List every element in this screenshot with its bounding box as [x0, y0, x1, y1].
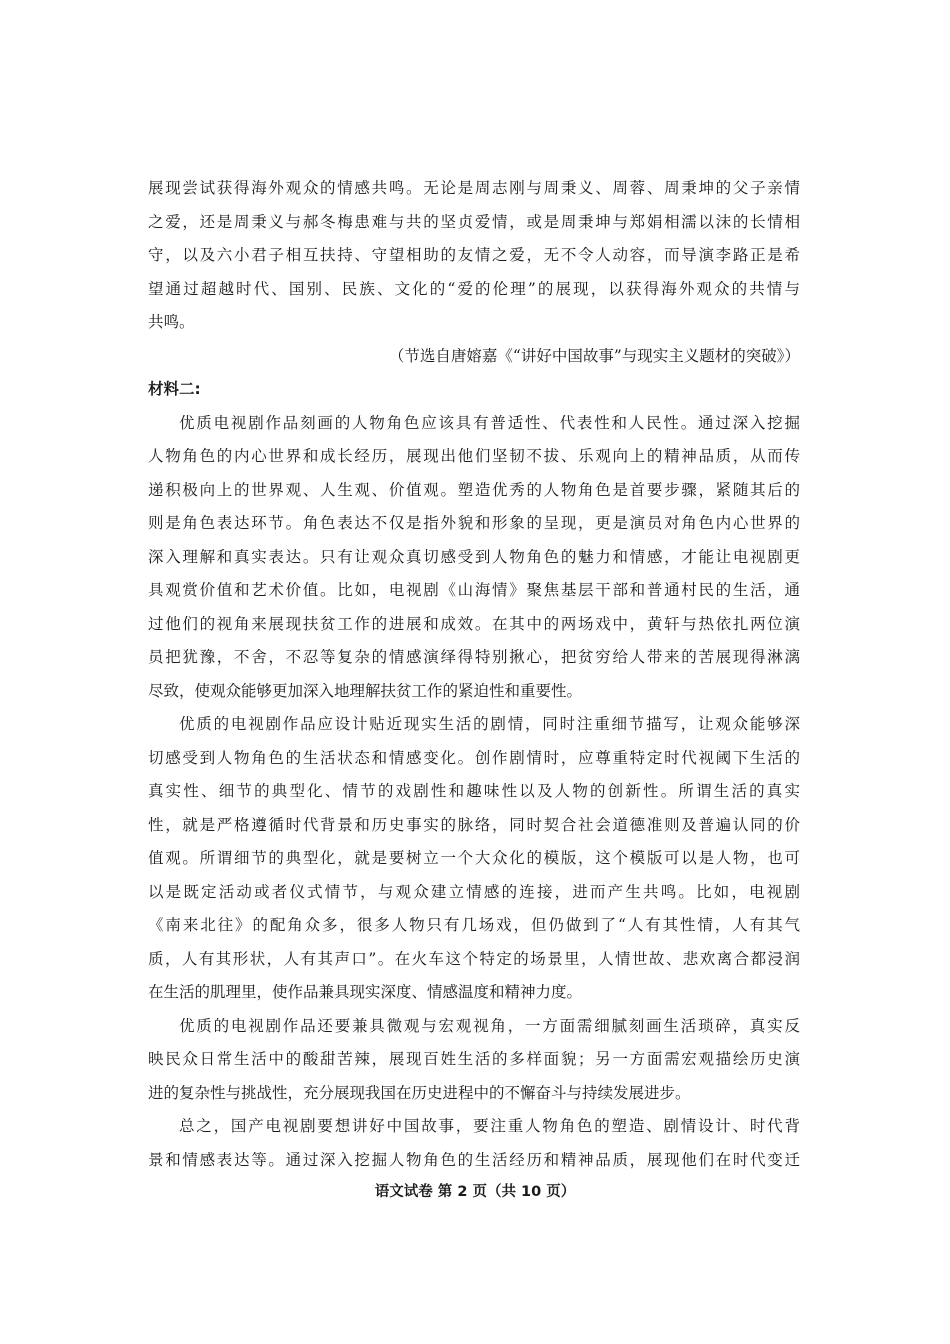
text-line: 《南来北往》的配角众多，很多人物只有几场戏，但仍做到了“人有其性情，人有其气 [148, 916, 800, 934]
text-line: 守，以及六小君子相互扶持、守望相助的友情之爱，无不令人动容，而导演李路正是希 [148, 246, 800, 264]
text-line: 值观。所谓细节的典型化，就是要树立一个大众化的模版，这个模版可以是人物，也可 [148, 849, 800, 867]
text-line: 过他们的视角来展现扶贫工作的进展和成效。在其中的两场戏中，黄轩与热依扎两位演 [148, 614, 800, 633]
continued-paragraph [148, 172, 800, 340]
text-line: 望通过超越时代、国别、民族、文化的“爱的伦理”的展现，以获得海外观众的共情与 [148, 279, 800, 298]
text-line: 展现尝试获得海外观众的情感共鸣。无论是周志刚与周秉义、周蓉、周秉坤的父子亲情 [148, 179, 800, 197]
text-line: 人物角色的内心世界和成长经历，展现出他们坚韧不拔、乐观向上的精神品质，从而传 [148, 447, 800, 465]
text-line: 共鸣。 [148, 313, 195, 331]
text-line: 优质的电视剧作品应设计贴近现实生活的剧情，同时注重细节描写，让观众能够深 [179, 715, 800, 733]
text-line: 具观赏价值和艺术价值。比如，电视剧《山海情》聚焦基层干部和普通村民的生活，通 [148, 581, 800, 599]
text-line: 质，人有其形状，人有其声口”。在火车这个特定的场景里，人情世故、悲欢离合都浸润 [148, 949, 800, 968]
text-line: 在生活的肌理里，使作品兼具现实深度、情感温度和精神力度。 [148, 983, 583, 1001]
document-body [148, 172, 800, 1177]
text-line: 优质的电视剧作品还要兼具微观与宏观视角，一方面需细腻刻画生活琐碎，真实反 [179, 1016, 800, 1035]
text-line: 之爱，还是周秉义与郝冬梅患难与共的坚贞爱情，或是周秉坤与郑娟相濡以沫的长情相 [148, 212, 800, 231]
text-line: 深入理解和真实表达。只有让观众真切感受到人物角色的魅力和情感，才能让电视剧更 [148, 547, 800, 566]
text-line: 性，就是严格遵循时代背景和历史事实的脉络，同时契合社会道德准则及普遍认同的价 [148, 815, 800, 834]
paragraph-3 [148, 1010, 800, 1111]
text-line: 则是角色表达环节。角色表达不仅是指外貌和形象的呈现，更是演员对角色内心世界的 [148, 514, 800, 532]
paragraph-2 [148, 708, 800, 1010]
text-line: 真实性、细节的典型化、情节的戏剧性和趣味性以及人物的创新性。所谓生活的真实 [148, 782, 800, 800]
text-line: 映民众日常生活中的酸甜苦辣，展现百姓生活的多样面貌；另一方面需宏观描绘历史演 [148, 1050, 800, 1068]
paragraph-1 [148, 407, 800, 709]
paragraph-4 [148, 1110, 800, 1177]
text-line: 递积极向上的世界观、人生观、价值观。塑造优秀的人物角色是首要步骤，紧随其后的 [148, 480, 800, 499]
source-note: （节选自唐嫆嘉《“讲好中国故事”与现实主义题材的突破》） [388, 346, 800, 365]
text-line: 景和情感表达等。通过深入挖掘人物角色的生活经历和精神品质，展现他们在时代变迁 [148, 1150, 800, 1169]
page-footer: 语文试卷 第 2 页（共 10 页） [374, 1184, 576, 1200]
section-heading: 材料二: [148, 380, 201, 398]
text-line: 总之，国产电视剧要想讲好中国故事，要注重人物角色的塑造、剧情设计、时代背 [179, 1117, 800, 1135]
text-line: 员把犹豫，不舍，不忍等复杂的情感演绎得特别揪心，把贫穷给人带来的苦展现得淋漓 [148, 648, 800, 666]
text-line: 切感受到人物角色的生活状态和情感变化。创作剧情时，应尊重特定时代视阈下生活的 [148, 748, 800, 767]
text-line: 以是既定活动或者仪式情节，与观众建立情感的连接，进而产生共鸣。比如，电视剧 [148, 882, 800, 901]
text-line: 进的复杂性与挑战性，充分展现我国在历史进程中的不懈奋斗与持续发展进步。 [148, 1083, 691, 1102]
text-line: 优质电视剧作品刻画的人物角色应该具有普适性、代表性和人民性。通过深入挖掘 [179, 413, 800, 432]
text-line: 尽致，使观众能够更加深入地理解扶贫工作的紧迫性和重要性。 [148, 681, 583, 700]
